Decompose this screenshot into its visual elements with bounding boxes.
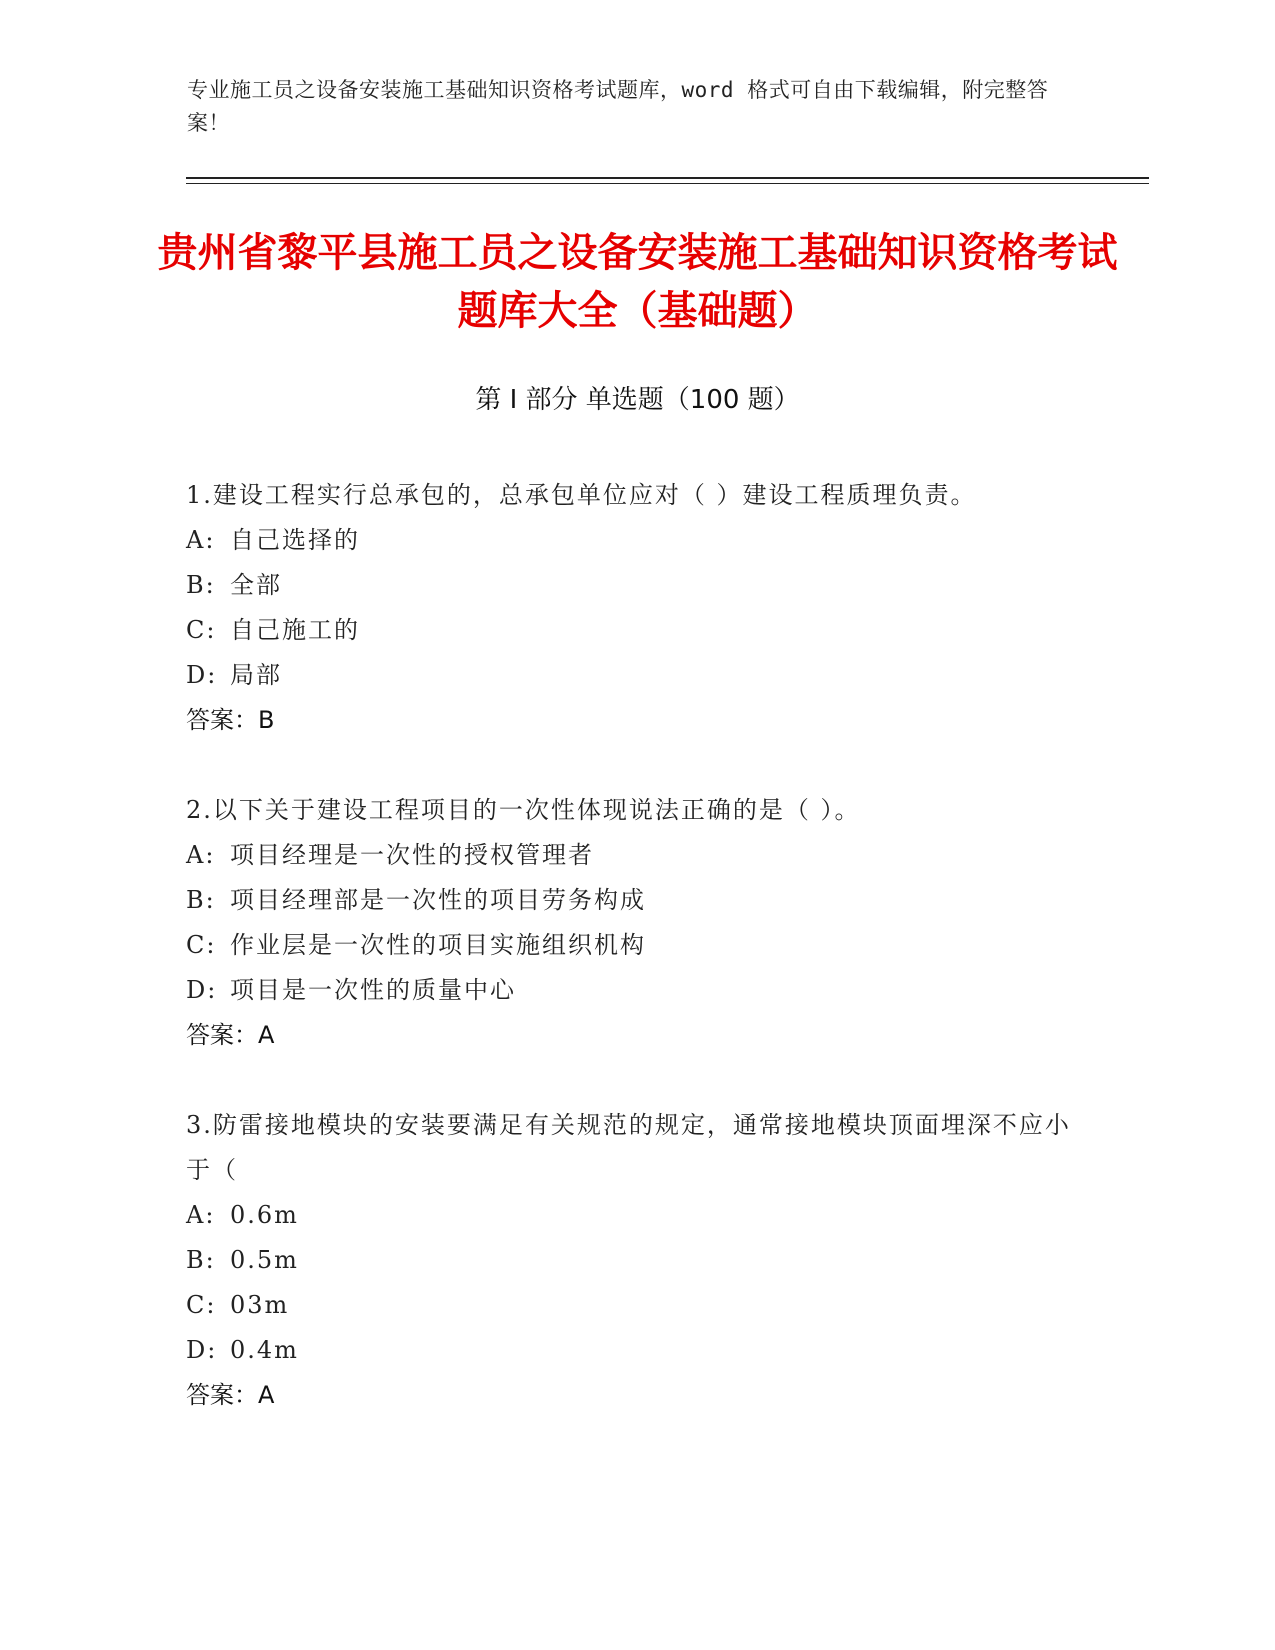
option-letter: B: <box>186 886 216 914</box>
option-text: 项目是一次性的质量中心 <box>230 976 516 1004</box>
header-divider-thick <box>186 177 1149 179</box>
option-b <box>186 1238 1086 1283</box>
option-text: 0.6m <box>230 1201 299 1229</box>
question-3 <box>186 1103 1086 1418</box>
option-text: 项目经理部是一次性的项目劳务构成 <box>230 886 646 914</box>
option-letter: C: <box>186 931 217 959</box>
question-1 <box>186 473 1086 743</box>
option-b <box>186 563 1086 608</box>
option-letter: D: <box>186 976 218 1004</box>
option-c <box>186 923 1086 968</box>
option-b <box>186 878 1086 923</box>
option-letter: A: <box>186 526 216 554</box>
question-stem: 2.以下关于建设工程项目的一次性体现说法正确的是（ ）。 <box>186 796 861 824</box>
option-c <box>186 1283 1086 1328</box>
header-note: 专业施工员之设备安装施工基础知识资格考试题库，word 格式可自由下载编辑，附完整答案！ <box>187 78 1049 135</box>
answer-line: 答案：B <box>186 706 275 734</box>
option-letter: A: <box>186 841 216 869</box>
option-letter: D: <box>186 1336 218 1364</box>
section-title: 第 I 部分 单选题（100 题） <box>475 385 800 415</box>
option-a <box>186 1193 1086 1238</box>
option-text: 全部 <box>230 571 282 599</box>
option-text: 自己选择的 <box>230 526 360 554</box>
option-d <box>186 653 1086 698</box>
header-divider-thin <box>186 183 1149 184</box>
option-text: 0.5m <box>230 1246 299 1274</box>
question-stem: 3.防雷接地模块的安装要满足有关规范的规定，通常接地模块顶面埋深不应小于（ <box>186 1111 1071 1184</box>
option-letter: C: <box>186 1291 217 1319</box>
question-2 <box>186 788 1086 1058</box>
option-c <box>186 608 1086 653</box>
option-d <box>186 1328 1086 1373</box>
option-text: 项目经理是一次性的授权管理者 <box>230 841 594 869</box>
option-text: 0.4m <box>230 1336 299 1364</box>
option-text: 局部 <box>230 661 282 689</box>
option-letter: C: <box>186 616 217 644</box>
question-list <box>186 473 1086 1463</box>
document-title: 贵州省黎平县施工员之设备安装施工基础知识资格考试题库大全（基础题） <box>157 230 1118 334</box>
answer-line: 答案：A <box>186 1021 275 1049</box>
option-letter: B: <box>186 1246 216 1274</box>
option-a <box>186 833 1086 878</box>
option-letter: B: <box>186 571 216 599</box>
option-text: 自己施工的 <box>230 616 360 644</box>
option-letter: D: <box>186 661 218 689</box>
option-d <box>186 968 1086 1013</box>
option-a <box>186 518 1086 563</box>
option-letter: A: <box>186 1201 216 1229</box>
option-text: 作业层是一次性的项目实施组织机构 <box>230 931 646 959</box>
answer-line: 答案：A <box>186 1381 275 1409</box>
option-text: 03m <box>230 1291 290 1319</box>
question-stem: 1.建设工程实行总承包的，总承包单位应对（ ）建设工程质理负责。 <box>186 481 977 509</box>
